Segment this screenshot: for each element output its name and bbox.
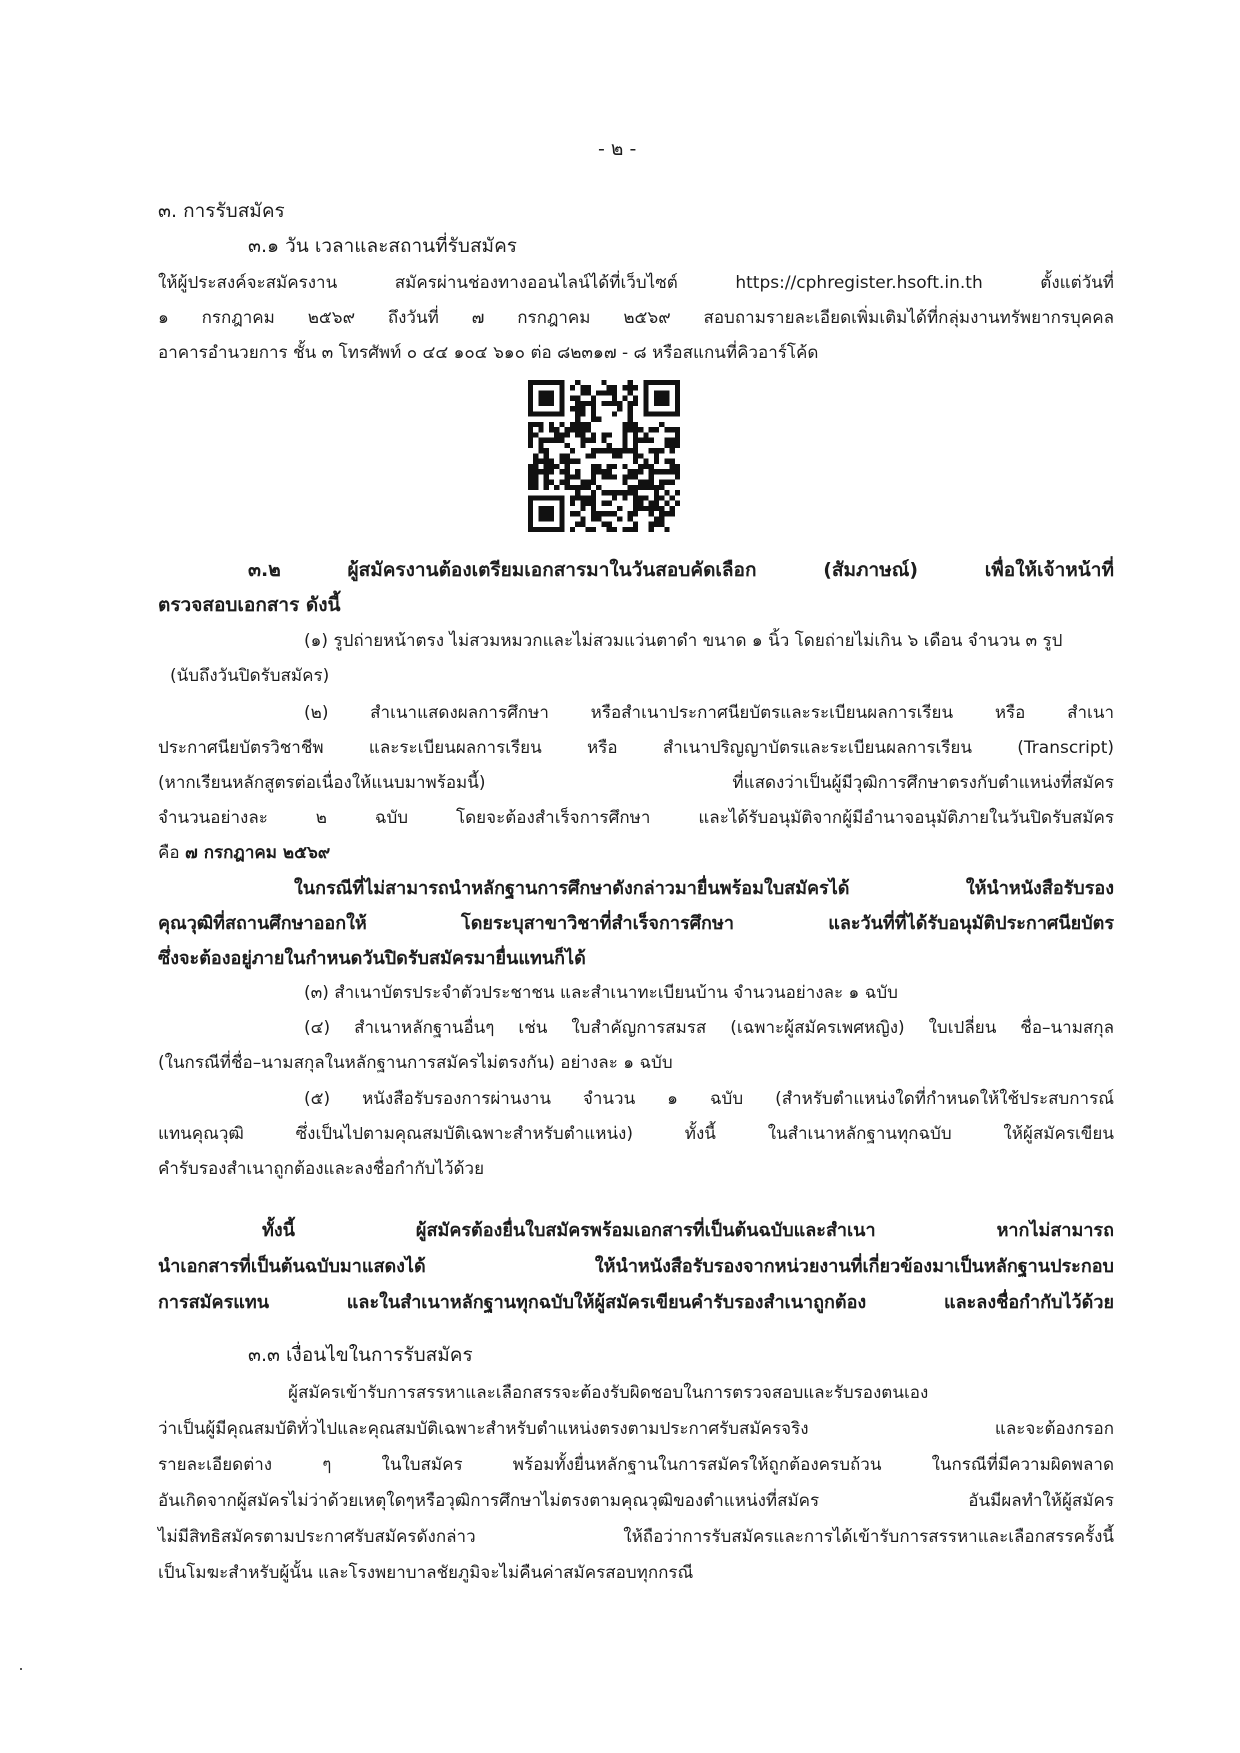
text-line: ประกาศนียบัตรวิชาชีพ และระเบียนผลการเรียน หรือ สำเนาปริญญาบัตรและระเบียนผลการเรียน (Transcript): [158, 738, 1114, 758]
text-line: ผู้สมัครเข้ารับการสรรหาและเลือกสรรจะต้องรับผิดชอบในการตรวจสอบและรับรองตนเอง: [288, 1383, 929, 1403]
item-4: [158, 1011, 1114, 1081]
item-5: [158, 1082, 1114, 1187]
text-line: คำรับรองสำเนาถูกต้องและลงชื่อกำกับไว้ด้วย: [158, 1159, 485, 1179]
text-line: อันเกิดจากผู้สมัครไม่ว่าด้วยเหตุใดๆหรือวุฒิการศึกษาไม่ตรงตามคุณวุฒิของตำแหน่งที่สมัคร อันมีผลทำให้ผู้สมัคร: [158, 1491, 1114, 1511]
page-number: - ๒ -: [598, 138, 637, 160]
subsection-3-3-text: [158, 1375, 1114, 1591]
text-line: นำเอกสารที่เป็นต้นฉบับมาแสดงได้ ให้นำหนังสือรับรองจากหน่วยงานที่เกี่ยวข้องมาเป็นหลักฐานประกอบ: [158, 1256, 1114, 1277]
subsection-3-1-text: [158, 266, 1114, 371]
text-line: การสมัครแทน และในสำเนาหลักฐานทุกฉบับให้ผู้สมัครเขียนคำรับรองสำเนาถูกต้อง และลงชื่อกำกับไว้ด้วย: [158, 1292, 1114, 1313]
text-line: แทนคุณวุฒิ ซึ่งเป็นไปตามคุณสมบัติเฉพาะสำหรับตำแหน่ง) ทั้งนี้ ในสำเนาหลักฐานทุกฉบับ ให้ผู้สมัครเขียน: [158, 1124, 1114, 1144]
scan-speck: [20, 1668, 22, 1670]
text-line: (๓) สำเนาบัตรประจำตัวประชาชน และสำเนาทะเบียนบ้าน จำนวนอย่างละ ๑ ฉบับ: [304, 983, 898, 1003]
text-line: ตรวจสอบเอกสาร ดังนี้: [158, 594, 341, 616]
text-line: (๒) สำเนาแสดงผลการศึกษา หรือสำเนาประกาศนียบัตรและระเบียนผลการเรียน หรือ สำเนา: [304, 703, 1114, 723]
subsection-3-1-heading: ๓.๑ วัน เวลาและสถานที่รับสมัคร: [248, 235, 517, 257]
text-line: ๓.๒ ผู้สมัครงานต้องเตรียมเอกสารมาในวันสอบคัดเลือก (สัมภาษณ์) เพื่อให้เจ้าหน้าที่: [248, 559, 1114, 581]
qr-code-icon: [528, 380, 680, 532]
closing-date: ๗ กรกฎาคม ๒๕๖๙: [185, 843, 331, 863]
text-line: ไม่มีสิทธิสมัครตามประกาศรับสมัครดังกล่าว ให้ถือว่าการรับสมัครและการได้เข้ารับการสรรหาและเลือกสรรครั้งนี้: [158, 1527, 1114, 1547]
subsection-3-2-heading: [158, 553, 1114, 623]
item-3: [304, 976, 898, 1011]
text-line: เป็นโมฆะสำหรับผู้นั้น และโรงพยาบาลชัยภูมิจะไม่คืนค่าสมัครสอบทุกกรณี: [158, 1563, 694, 1583]
text-line: ให้ผู้ประสงค์จะสมัครงาน สมัครผ่านช่องทางออนไลน์ได้ที่เว็บไซต์ https://cphregister.hsoft.in.th ตั้งแต่วันที่: [158, 273, 1114, 293]
text-line: (หากเรียนหลักสูตรต่อเนื่องให้แนบมาพร้อมนี้) ที่แสดงว่าเป็นผู้มีวุฒิการศึกษาตรงกับตำแหน่งที่สมัคร: [158, 773, 1114, 793]
text-line: ๑ กรกฎาคม ๒๕๖๙ ถึงวันที่ ๗ กรกฎาคม ๒๕๖๙ สอบถามรายละเอียดเพิ่มเติมได้ที่กลุ่มงานทรัพยากรบุคคล: [158, 308, 1114, 328]
text-line: คุณวุฒิที่สถานศึกษาออกให้ โดยระบุสาขาวิชาที่สำเร็จการศึกษา และวันที่ที่ได้รับอนุมัติประกาศนียบัตร: [158, 913, 1114, 934]
text-line: (๔) สำเนาหลักฐานอื่นๆ เช่น ใบสำคัญการสมรส (เฉพาะผู้สมัครเพศหญิง) ใบเปลี่ยน ชื่อ–นามสกุล: [304, 1018, 1114, 1038]
text-line: (๕) หนังสือรับรองการผ่านงาน จำนวน ๑ ฉบับ (สำหรับตำแหน่งใดที่กำหนดให้ใช้ประสบการณ์: [304, 1089, 1114, 1109]
text-line: ว่าเป็นผู้มีคุณสมบัติทั่วไปและคุณสมบัติเฉพาะสำหรับตำแหน่งตรงตามประกาศรับสมัครจริง และจะต้องกรอก: [158, 1419, 1114, 1439]
item-2: [158, 696, 1114, 871]
text-line: (๑) รูปถ่ายหน้าตรง ไม่สวมหมวกและไม่สวมแว่นตาดำ ขนาด ๑ นิ้ว โดยถ่ายไม่เกิน ๖ เดือน จำนวน ๓ รูป: [304, 631, 1063, 651]
text-line: ซึ่งจะต้องอยู่ภายในกำหนดวันปิดรับสมัครมายื่นแทนก็ได้: [158, 948, 586, 969]
subsection-3-3-heading: ๓.๓ เงื่อนไขในการรับสมัคร: [248, 1344, 473, 1366]
text-line: (นับถึงวันปิดรับสมัคร): [170, 666, 330, 686]
date-prefix: คือ: [158, 843, 185, 863]
item-1: [158, 624, 1114, 694]
note-paragraph: [158, 871, 1114, 976]
text-line: (ในกรณีที่ชื่อ–นามสกุลในหลักฐานการสมัครไม่ตรงกัน) อย่างละ ๑ ฉบับ: [158, 1053, 673, 1073]
text-line: อาคารอำนวยการ ชั้น ๓ โทรศัพท์ ๐ ๔๔ ๑๐๔ ๖๑๐ ต่อ ๘๒๓๑๗ - ๘ หรือสแกนที่คิวอาร์โค้ด: [158, 343, 819, 363]
text-line: ทั้งนี้ ผู้สมัครต้องยื่นใบสมัครพร้อมเอกสารที่เป็นต้นฉบับและสำเนา หากไม่สามารถ: [262, 1220, 1114, 1241]
closing-paragraph: [158, 1213, 1114, 1321]
text-line: ในกรณีที่ไม่สามารถนำหลักฐานการศึกษาดังกล่าวมายื่นพร้อมใบสมัครได้ ให้นำหนังสือรับรอง: [294, 878, 1114, 899]
text-line: [158, 836, 1114, 871]
text-line: จำนวนอย่างละ ๒ ฉบับ โดยจะต้องสำเร็จการศึกษา และได้รับอนุมัติจากผู้มีอำนาจอนุมัติภายในวันปิดรับสมัคร: [158, 808, 1114, 828]
text-line: รายละเอียดต่าง ๆ ในใบสมัคร พร้อมทั้งยื่นหลักฐานในการสมัครให้ถูกต้องครบถ้วน ในกรณีที่มีความผิดพลาด: [158, 1455, 1114, 1475]
section-heading: ๓. การรับสมัคร: [158, 200, 285, 222]
